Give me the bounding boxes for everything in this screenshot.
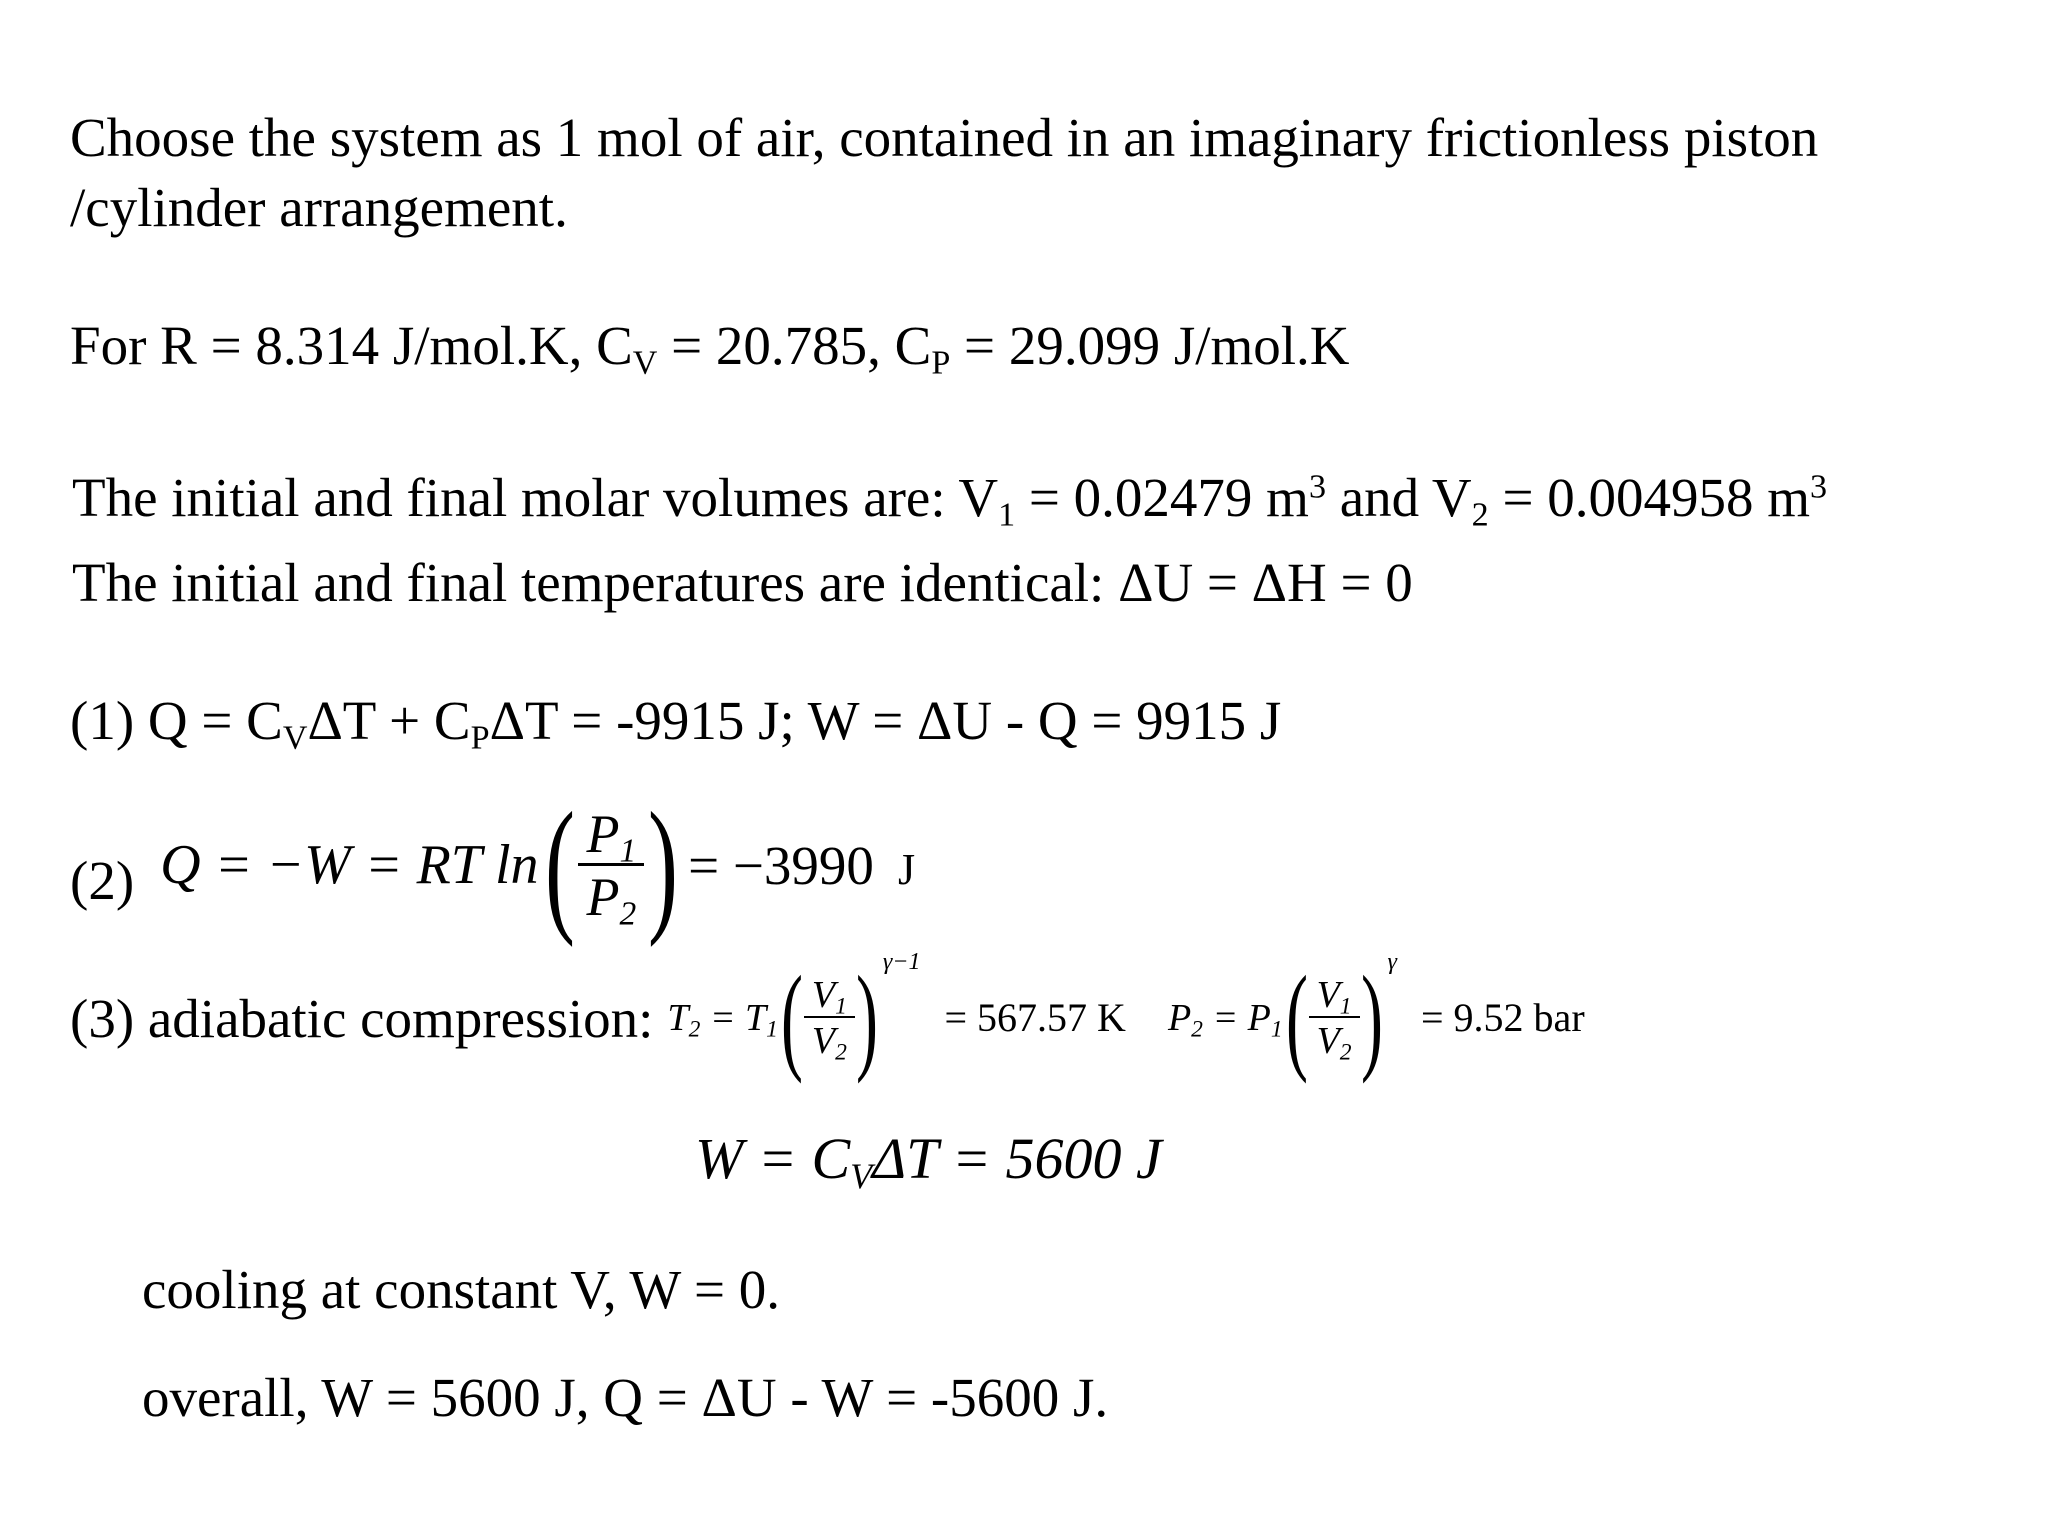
- step1-part-c: ΔT = -9915 J; W = ΔU - Q = 9915 J: [489, 690, 1282, 751]
- cv-subscript: V: [632, 344, 658, 382]
- volumes-prefix: The initial and final molar volumes are: V: [72, 467, 999, 528]
- step2-label: (2): [70, 849, 135, 911]
- result2-text: = 9.52 bar: [1421, 995, 1585, 1040]
- frac1-num-sub: 1: [835, 993, 847, 1020]
- step3-result-2: [1421, 995, 1585, 1040]
- frac2-den-symbol: V: [1316, 1020, 1340, 1062]
- step3-left-paren-2: (: [1285, 951, 1308, 1084]
- step3-frac2-numerator: [1309, 976, 1360, 1018]
- step1-sub-v: V: [282, 719, 308, 757]
- step2-fraction: [578, 803, 644, 932]
- step2-right-paren: ): [648, 782, 679, 948]
- step3-p2: [1167, 997, 1283, 1043]
- step3-t2: [667, 997, 778, 1043]
- intro-line-2: /cylinder arrangement.: [70, 177, 568, 238]
- frac2-num-sub: 1: [1339, 993, 1352, 1020]
- v2-exponent: 3: [1810, 468, 1828, 506]
- step1-part-a: (1) Q = C: [70, 690, 283, 751]
- frac2-den-sub: 2: [1339, 1039, 1352, 1066]
- step3-fraction-2: [1309, 974, 1360, 1066]
- step3-label: (3) adiabatic compression:: [70, 987, 654, 1049]
- frac2-num-symbol: V: [1316, 974, 1340, 1016]
- step3-result-1: [944, 995, 1126, 1040]
- constants-mid: = 20.785, C: [657, 315, 932, 376]
- t2-symbol: T: [667, 997, 689, 1039]
- v1-subscript: 1: [998, 496, 1016, 534]
- step3-right-paren-2: ): [1360, 951, 1383, 1084]
- step2-den-symbol: P: [586, 866, 620, 927]
- result1-text: = 567.57 K: [944, 995, 1126, 1040]
- frac1-den-symbol: V: [811, 1020, 836, 1062]
- step2-num-sub: 1: [619, 831, 637, 869]
- step2-denominator: [578, 866, 644, 932]
- overall-line: overall, W = 5600 J, Q = ΔU - W = -5600 J.: [142, 1367, 1109, 1428]
- p1-subscript: 1: [1270, 1016, 1283, 1043]
- step3-frac2-denominator: [1309, 1018, 1360, 1066]
- step2-lhs: Q = −W = RT ln: [160, 834, 539, 896]
- step3-exponent-2: γ: [1387, 949, 1397, 975]
- work-line: [695, 1126, 1162, 1197]
- step3-fraction-1: [804, 974, 855, 1066]
- step2-unit: J: [897, 845, 916, 894]
- step3-left-paren-1: (: [780, 951, 803, 1084]
- cooling-line: cooling at constant V, W = 0.: [142, 1259, 781, 1320]
- step3-frac1-denominator: [804, 1018, 855, 1066]
- intro-line-1: Choose the system as 1 mol of air, contained in an imaginary frictionless piston: [70, 107, 1819, 168]
- constants-line: [70, 315, 1350, 382]
- temps-line: The initial and final temperatures are identical: ΔU = ΔH = 0: [72, 552, 1413, 613]
- step1-line: [70, 690, 1282, 757]
- p2-subscript: 2: [1191, 1016, 1203, 1043]
- step1-part-b: ΔT + C: [307, 690, 471, 751]
- constants-suffix: = 29.099 J/mol.K: [950, 315, 1350, 376]
- t2-equals-t1: = T: [700, 997, 767, 1039]
- v2-subscript: 2: [1471, 496, 1489, 534]
- volumes-line: [72, 467, 1828, 534]
- work-part-b: ΔT = 5600 J: [872, 1126, 1162, 1191]
- p2-symbol: P: [1167, 997, 1192, 1039]
- step2-rhs: = −3990: [688, 834, 874, 896]
- step3-right-paren-1: ): [855, 951, 878, 1084]
- step3-frac1-numerator: [804, 976, 855, 1018]
- work-subscript: V: [850, 1156, 873, 1197]
- frac1-den-sub: 2: [835, 1039, 847, 1066]
- step2-left-paren: (: [544, 782, 575, 948]
- step1-sub-p: P: [470, 719, 490, 757]
- work-part-a: W = C: [695, 1126, 851, 1191]
- t1-subscript: 1: [766, 1016, 778, 1043]
- v2-value: = 0.004958 m: [1488, 467, 1810, 528]
- step2-num-symbol: P: [586, 803, 620, 864]
- step2-numerator: [578, 803, 644, 869]
- t2-subscript: 2: [688, 1016, 701, 1043]
- step2-den-sub: 2: [619, 894, 637, 932]
- v1-exponent: 3: [1308, 468, 1326, 506]
- v1-value: = 0.02479 m: [1015, 467, 1309, 528]
- volumes-and: and V: [1326, 467, 1472, 528]
- frac1-num-symbol: V: [811, 974, 836, 1016]
- step2-equation: [70, 782, 916, 948]
- p2-equals-p1: = P: [1202, 997, 1271, 1039]
- step3-exponent-1: γ−1: [882, 949, 921, 975]
- constants-prefix: For R = 8.314 J/mol.K, C: [70, 315, 633, 376]
- cp-subscript: P: [931, 344, 951, 382]
- step3-equation: [70, 949, 1585, 1084]
